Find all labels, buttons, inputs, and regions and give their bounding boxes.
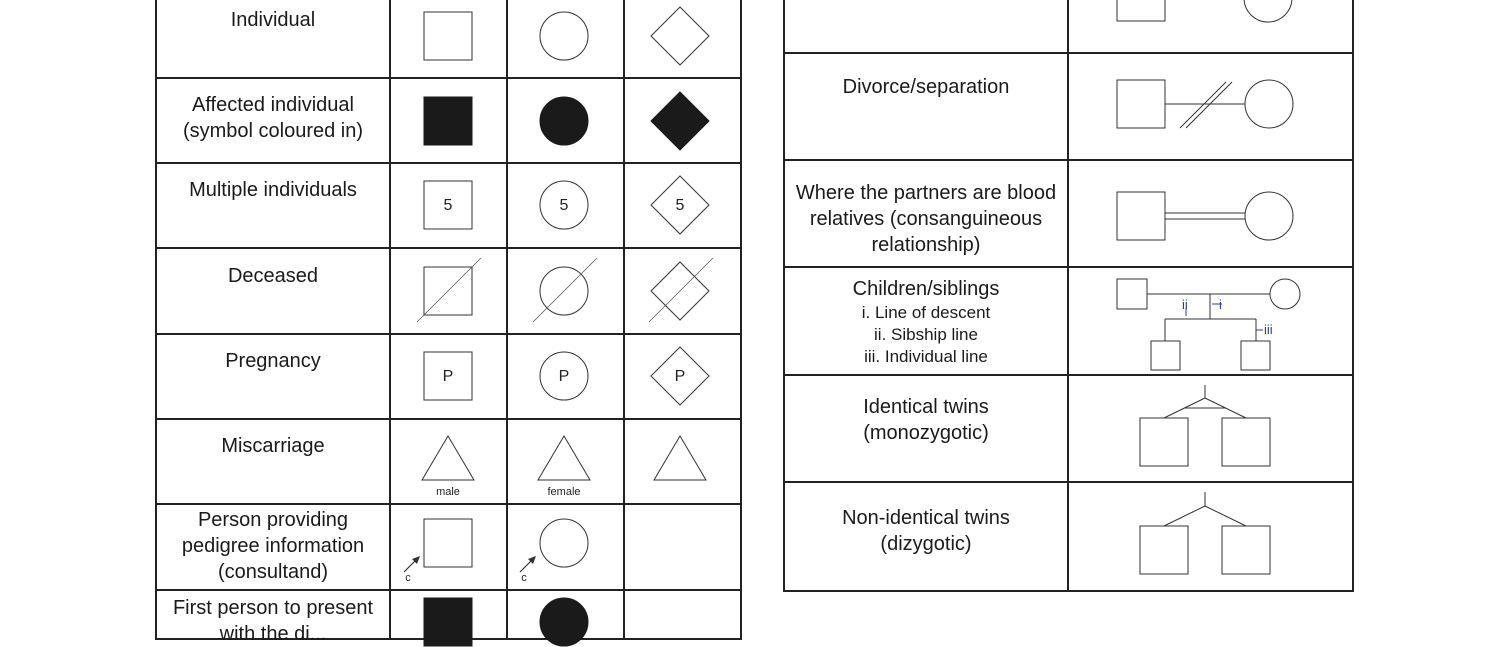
right-row-divider bbox=[783, 266, 1354, 268]
left-row-divider bbox=[155, 503, 742, 505]
circle-symbol bbox=[540, 519, 588, 567]
twin-square bbox=[1222, 526, 1270, 574]
right-row-divider bbox=[783, 159, 1354, 161]
left-col-divider bbox=[389, 0, 391, 640]
label-miscarriage: Miscarriage bbox=[221, 435, 325, 457]
child-square bbox=[1151, 341, 1180, 370]
label-non-identical-twins: Non-identical twins (dizygotic) bbox=[842, 507, 1010, 555]
label-consultand: Person providing pedigree information (consultand) bbox=[181, 509, 365, 583]
square-symbol bbox=[424, 12, 472, 60]
roman-iii: iii bbox=[1264, 322, 1273, 337]
right-row-divider bbox=[783, 481, 1354, 483]
label-multiple-individuals: Multiple individuals bbox=[189, 179, 357, 201]
deceased-slash-line bbox=[533, 258, 597, 322]
label-individual: Individual bbox=[230, 9, 316, 31]
twin-square bbox=[1140, 526, 1188, 574]
triangle-symbol bbox=[654, 436, 706, 480]
sub-line-of-descent: i. Line of descent bbox=[861, 303, 991, 322]
twin-line bbox=[1164, 506, 1205, 526]
label-proband: First person to present with the di... bbox=[172, 597, 374, 645]
left-row-divider bbox=[155, 162, 742, 164]
female-circle bbox=[1244, 0, 1292, 22]
left-col-divider bbox=[506, 0, 508, 640]
left-row-divider bbox=[155, 418, 742, 420]
triangle-symbol bbox=[538, 436, 590, 480]
square-symbol bbox=[424, 97, 472, 145]
symbol-inner-text: P bbox=[558, 368, 570, 386]
label-divorce: Divorce/separation bbox=[842, 76, 1010, 98]
sub-individual-line: iii. Individual line bbox=[864, 347, 988, 366]
label-children-siblings: Children/siblings i. Line of descent ii. Sibship line iii. Individual line bbox=[785, 276, 1067, 368]
twin-line bbox=[1205, 506, 1246, 526]
male-square bbox=[1117, 0, 1165, 21]
label-affected-individual: Affected individual (symbol coloured in) bbox=[182, 94, 364, 142]
right-row-divider bbox=[783, 374, 1354, 376]
twin-square bbox=[1222, 418, 1270, 466]
symbol-inner-text: 5 bbox=[675, 197, 685, 215]
label-consanguineous: Where the partners are blood relatives (consanguineous relationship) bbox=[795, 182, 1057, 256]
child-square bbox=[1241, 341, 1270, 370]
symbol-inner-text: P bbox=[674, 368, 686, 386]
deceased-slash-line bbox=[417, 258, 481, 322]
right-col-divider bbox=[1067, 0, 1069, 592]
symbol-inner-text: 5 bbox=[443, 197, 453, 215]
roman-ii: ii bbox=[1182, 297, 1188, 312]
square-symbol bbox=[424, 519, 472, 567]
male-square bbox=[1117, 192, 1165, 240]
circle-symbol bbox=[540, 12, 588, 60]
label-pregnancy: Pregnancy bbox=[225, 350, 321, 372]
circle-symbol bbox=[540, 598, 588, 646]
label-deceased: Deceased bbox=[227, 265, 319, 287]
circle-symbol bbox=[540, 97, 588, 145]
female-circle bbox=[1245, 80, 1293, 128]
roman-i: i bbox=[1219, 297, 1222, 312]
parent-male-square bbox=[1117, 279, 1147, 309]
deceased-slash-line bbox=[649, 258, 713, 322]
parent-female-circle bbox=[1270, 279, 1300, 309]
diamond-symbol bbox=[651, 92, 709, 150]
sub-sibship-line: ii. Sibship line bbox=[874, 325, 978, 344]
left-row-divider bbox=[155, 589, 742, 591]
triangle-symbol bbox=[422, 436, 474, 480]
symbol-inner-text: 5 bbox=[559, 197, 569, 215]
square-symbol bbox=[424, 598, 472, 646]
male-square bbox=[1117, 80, 1165, 128]
diamond-symbol bbox=[651, 7, 709, 65]
female-circle bbox=[1245, 192, 1293, 240]
left-row-divider bbox=[155, 77, 742, 79]
twin-square bbox=[1140, 418, 1188, 466]
miscarriage-caption: female bbox=[547, 486, 581, 498]
label-identical-twins: Identical twins (monozygotic) bbox=[863, 396, 989, 444]
consultand-marker-text: c bbox=[405, 572, 411, 584]
left-col-divider bbox=[623, 0, 625, 640]
miscarriage-caption: male bbox=[436, 486, 460, 498]
symbol-inner-text: P bbox=[442, 368, 454, 386]
left-row-divider bbox=[155, 333, 742, 335]
left-row-divider bbox=[155, 247, 742, 249]
separation-slash bbox=[1186, 82, 1232, 128]
separation-slash bbox=[1180, 82, 1226, 128]
right-row-divider bbox=[783, 52, 1354, 54]
consultand-marker-text: c bbox=[521, 572, 527, 584]
